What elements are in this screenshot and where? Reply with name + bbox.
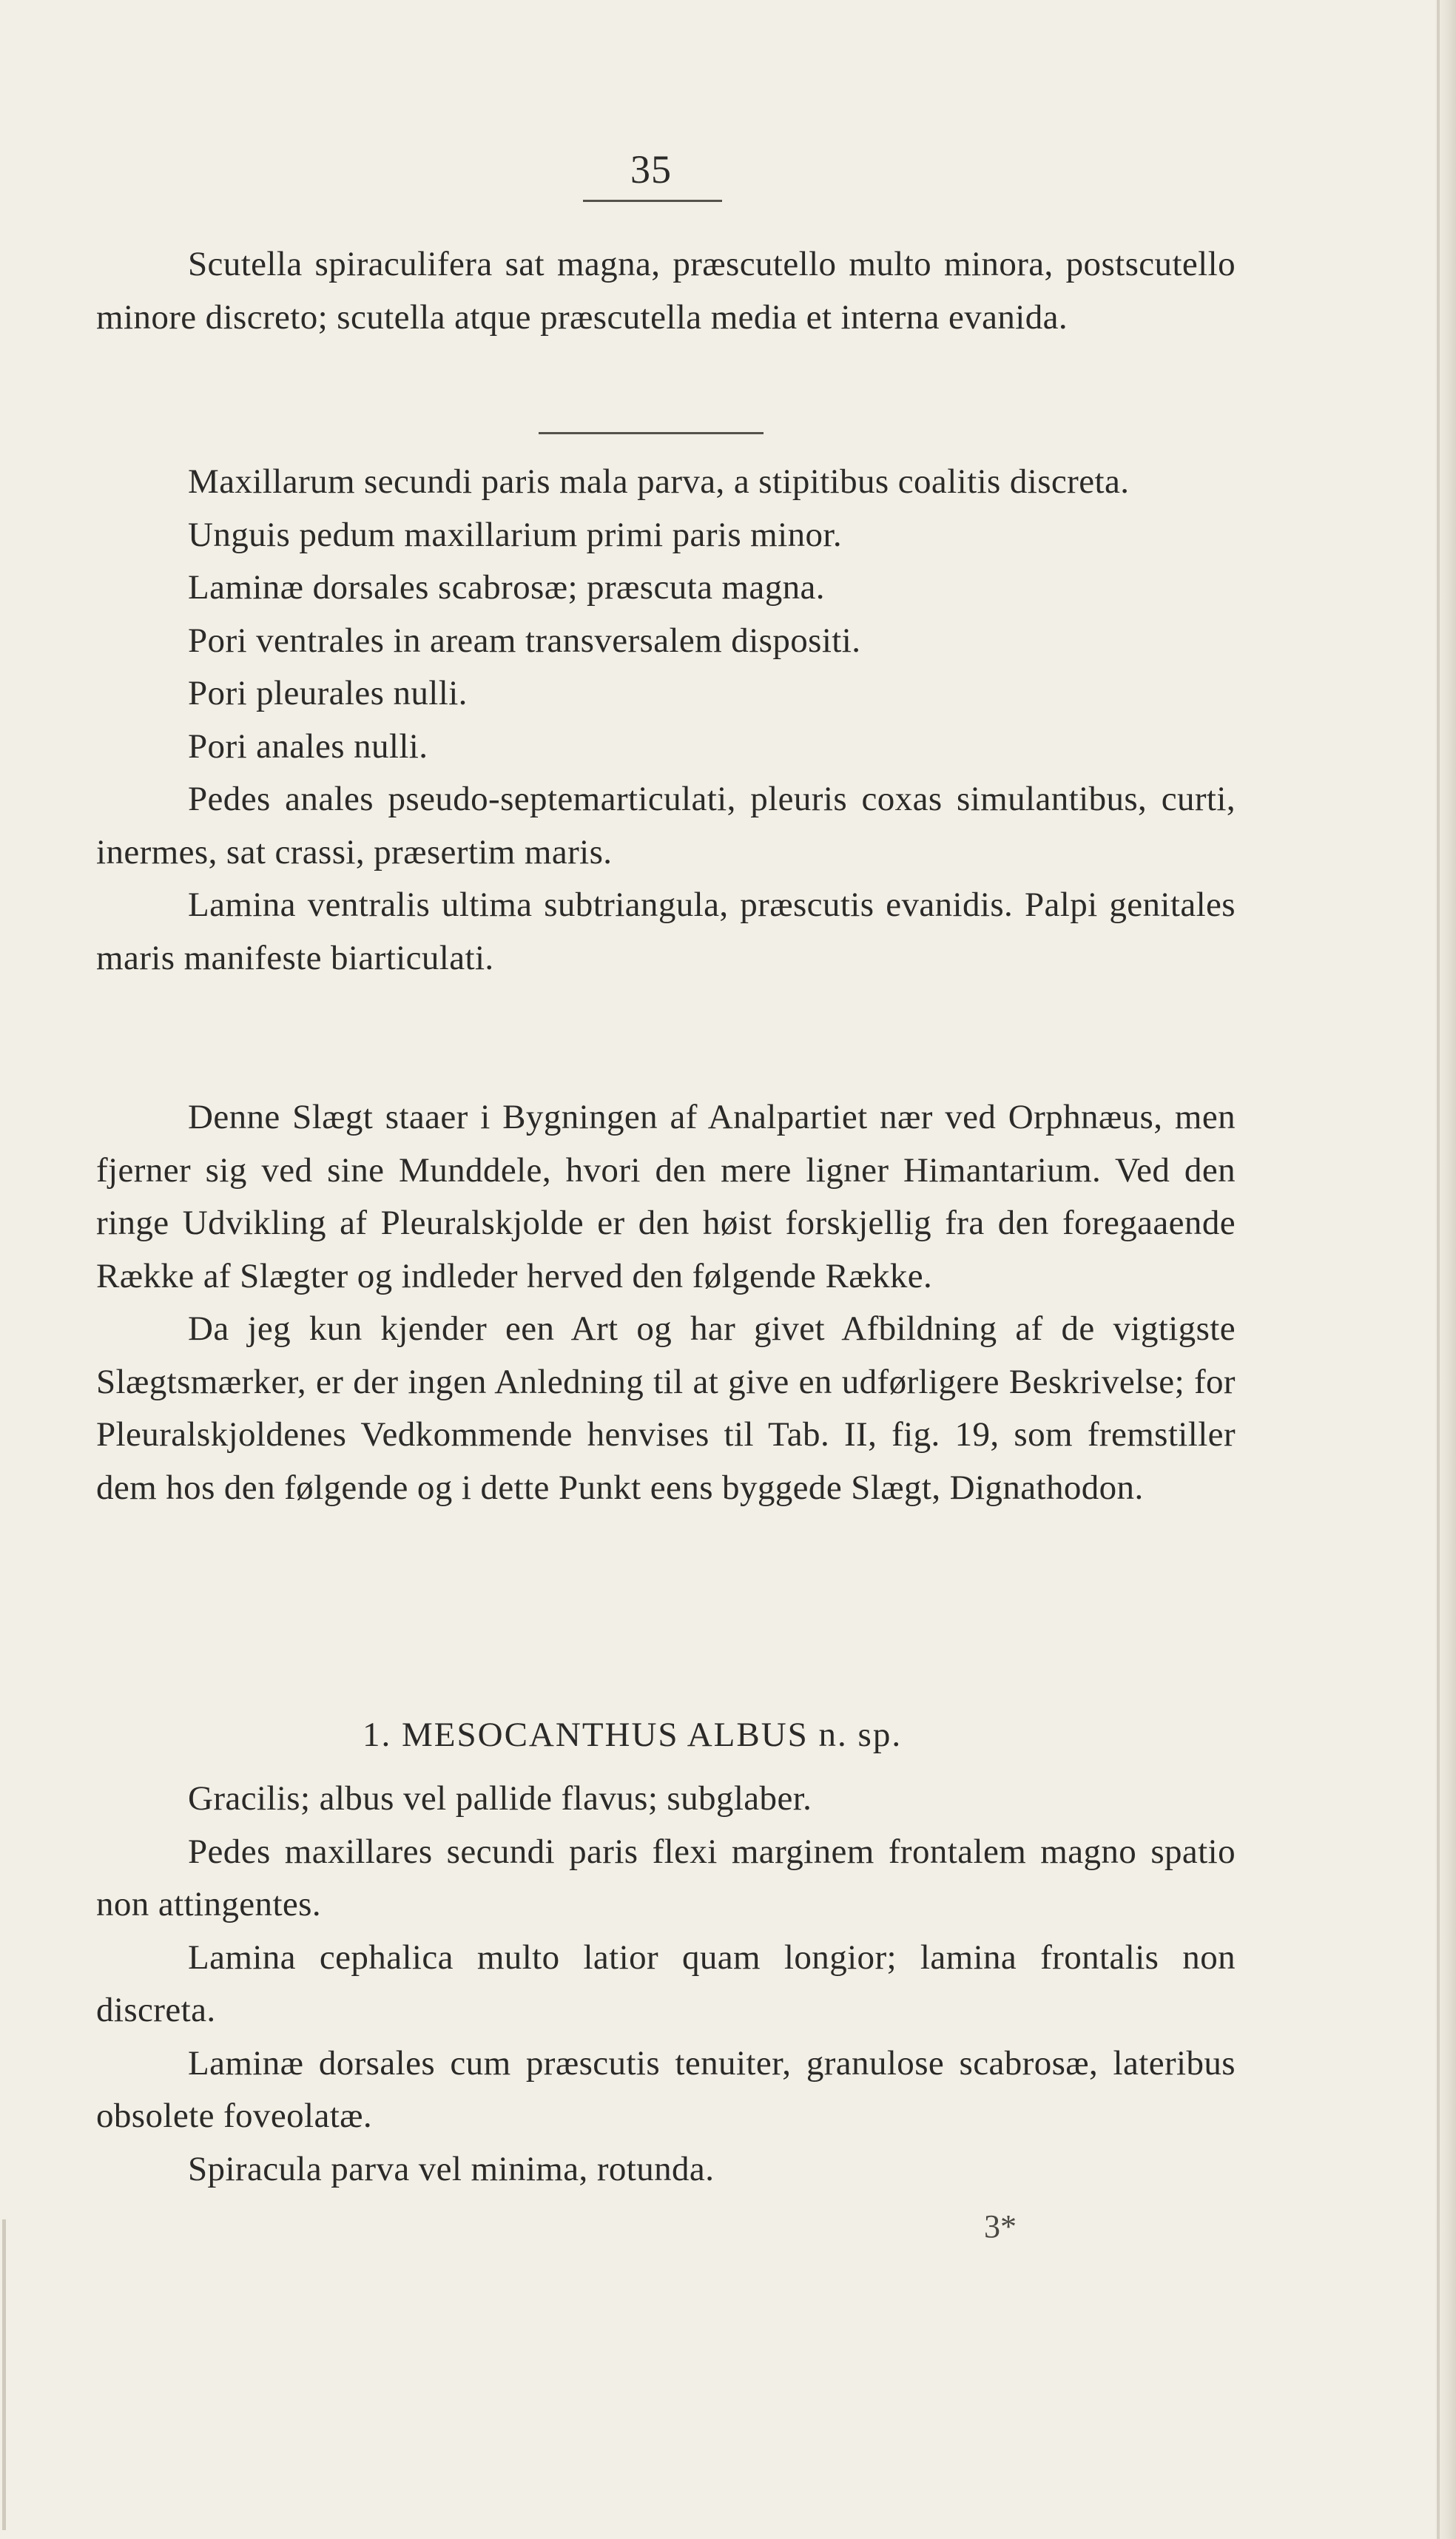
intro-paragraph-block: [96, 238, 1236, 344]
species-description: [96, 1773, 1236, 2196]
genus-diagnosis: [96, 456, 1236, 985]
diagnosis-line: Pori ventrales in aream transversalem dispositi.: [188, 621, 861, 660]
discussion-paragraph: Denne Slægt staaer i Bygningen af Analpartiet nær ved Orphnæus, men fjerner sig ved sine Munddele, hvori den mere ligner Himantarium. Ved den ringe Udvikling af Pleuralskjolde er den høist forskjellig fra den foregaaende Række af Slægter og indleder herved den følgende Række.: [96, 1098, 1236, 1295]
page-number: 35: [630, 147, 672, 192]
description-line: Spiracula parva vel minima, rotunda.: [188, 2149, 715, 2188]
header-rule: [583, 200, 722, 202]
description-line: Pedes maxillares secundi paris flexi marginem frontalem magno spatio non attingentes.: [96, 1832, 1236, 1923]
description-line: Laminæ dorsales cum præscutis tenuiter, granulose scabrosæ, lateribus obsolete foveolatæ.: [96, 2043, 1236, 2135]
discussion-paragraph: Da jeg kun kjender een Art og har givet Afbildning af de vigtigste Slægtsmærker, er der ingen Anledning til at give en udførligere Beskrivelse; for Pleuralskjoldenes Vedkommende henvises til Tab. II, fig. 19, som fremstiller dem hos den følgende og i dette Punkt eens byggede Slægt, Dignathodon.: [96, 1309, 1236, 1507]
diagnosis-line: Pori pleurales nulli.: [188, 674, 468, 712]
species-heading: 1. MESOCANTHUS ALBUS n. sp.: [363, 1716, 903, 1754]
signature-mark: 3*: [984, 2208, 1017, 2245]
diagnosis-line: Lamina ventralis ultima subtriangula, præscutis evanidis. Palpi genitales maris manifeste biarticulati.: [96, 886, 1236, 977]
page-edge-mark: [2, 2219, 6, 2530]
description-line: Gracilis; albus vel pallide flavus; subglaber.: [188, 1779, 812, 1818]
page-edge-line: [1437, 0, 1440, 2539]
discussion-block: [96, 1091, 1236, 1514]
diagnosis-line: Pedes anales pseudo-septemarticulati, pleuris coxas simulantibus, curti, inermes, sat crassi, præsertim maris.: [96, 780, 1236, 871]
diagnosis-line: Maxillarum secundi paris mala parva, a stipitibus coalitis discreta.: [188, 462, 1130, 501]
paragraph: Scutella spiraculifera sat magna, præscutello multo minora, postscutello minore discreto; scutella atque præscutella media et interna evanida.: [96, 245, 1236, 337]
diagnosis-line: Pori anales nulli.: [188, 726, 428, 766]
section-divider: [539, 432, 764, 434]
diagnosis-line: Unguis pedum maxillarium primi paris minor.: [188, 515, 842, 554]
diagnosis-line: Laminæ dorsales scabrosæ; præscuta magna.: [188, 568, 825, 607]
description-line: Lamina cephalica multo latior quam longior; lamina frontalis non discreta.: [96, 1938, 1236, 2029]
